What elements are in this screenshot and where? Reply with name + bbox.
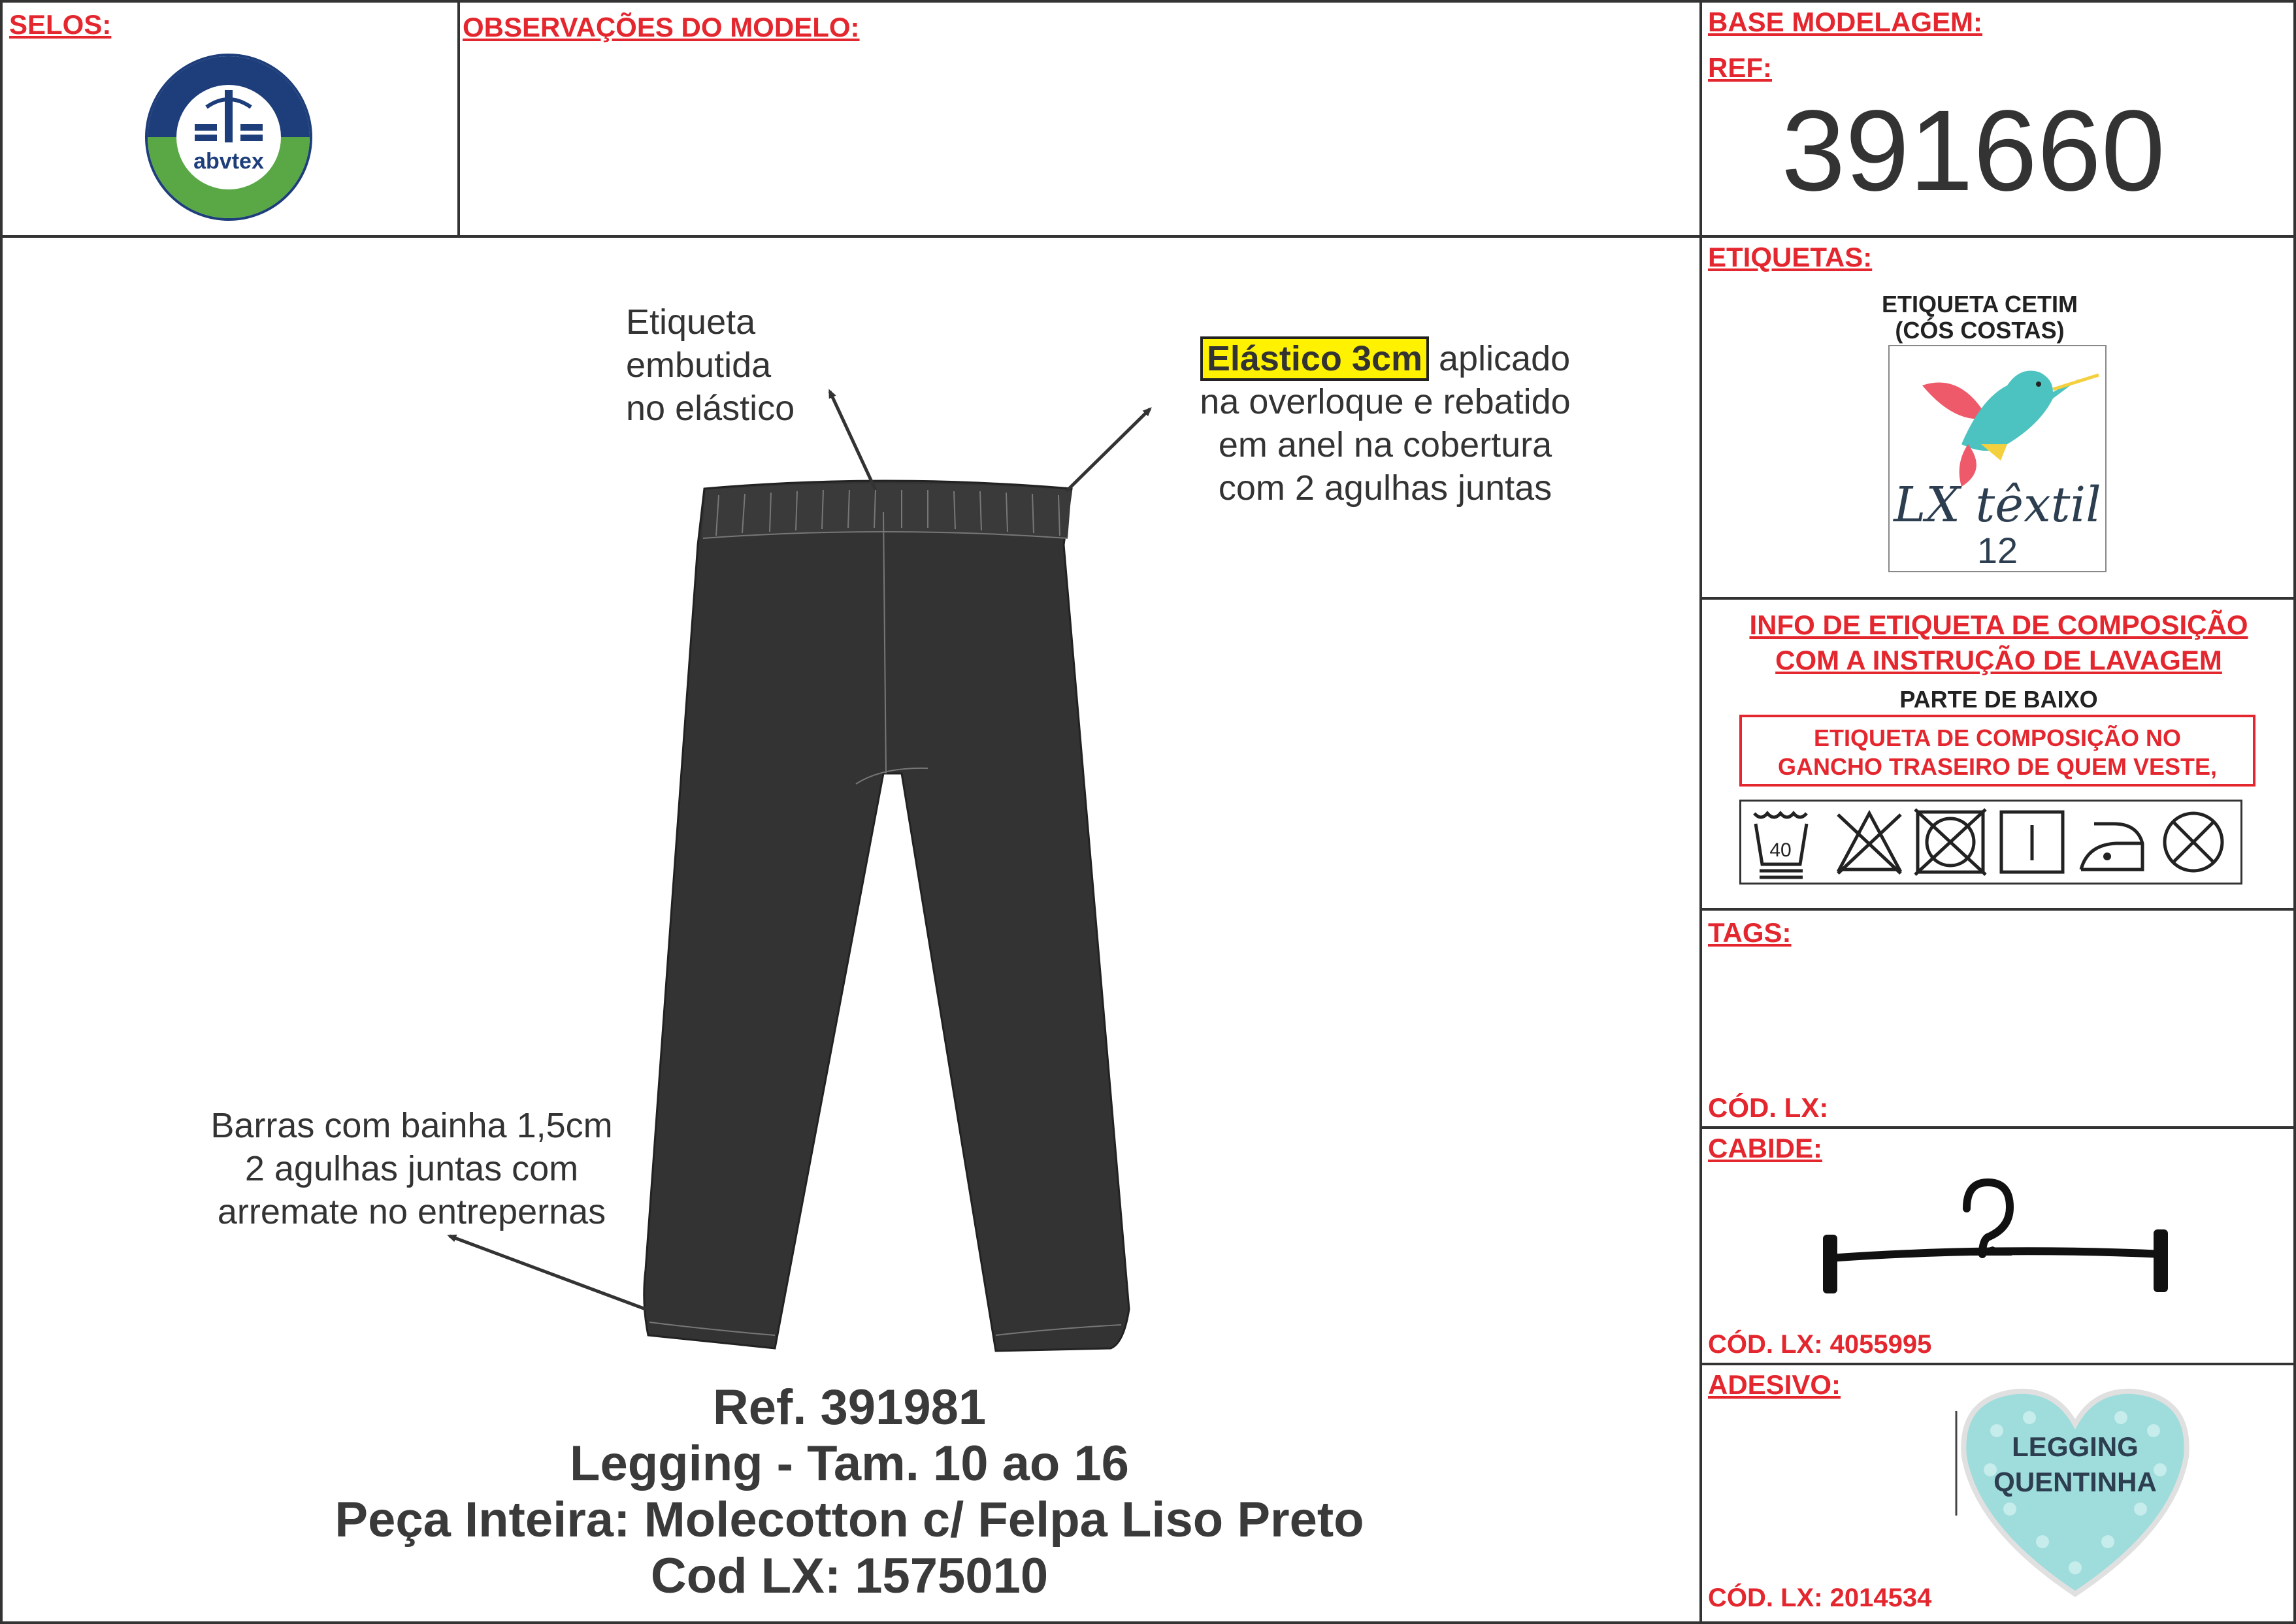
arrow-label <box>830 391 876 490</box>
note-hem <box>183 1104 640 1233</box>
line-dry-icon <box>2001 812 2063 872</box>
brand-label-tag <box>1888 345 2107 572</box>
adesivo-label: ADESIVO: <box>1708 1369 1841 1400</box>
abvtex-seal <box>144 52 314 222</box>
wash-symbols-svg <box>1741 802 2240 883</box>
composicao-box-line: ETIQUETA DE COMPOSIÇÃO NO <box>1813 724 2182 751</box>
wash-symbols <box>1739 800 2242 885</box>
hummingbird-icon <box>1890 346 2105 490</box>
composicao-box-line: GANCHO TRASEIRO DE QUEM VESTE, <box>1777 753 2218 780</box>
base-modelagem-label: BASE MODELAGEM: <box>1708 7 1982 37</box>
no-dry-clean-icon <box>2165 813 2222 871</box>
selos-label: SELOS: <box>9 9 112 40</box>
composicao-title-line: COM A INSTRUÇÃO DE LAVAGEM <box>1775 645 2222 675</box>
note-elastic <box>1176 337 1594 510</box>
elastic-highlight: Elástico 3cm <box>1200 336 1429 381</box>
note-line: em anel na cobertura <box>1218 425 1552 464</box>
note-label-embedded <box>626 300 795 430</box>
caption-fabric: Peça Inteira: Molecotton c/ Felpa Liso Preto <box>335 1492 1364 1548</box>
arrow-elastic <box>1066 409 1150 491</box>
note-line: Barras com bainha 1,5cm <box>210 1106 613 1145</box>
tags-label: TAGS: <box>1708 917 1792 948</box>
cabide-label: CABIDE: <box>1708 1133 1822 1163</box>
brand-wordmark: LX têxtil <box>1894 477 2101 533</box>
caption <box>0 1380 1699 1604</box>
note-text: aplicado <box>1429 339 1571 378</box>
tags-cod: CÓD. LX: <box>1708 1092 1829 1123</box>
iron-icon <box>2081 824 2142 869</box>
sticker-line: LEGGING <box>2012 1431 2139 1462</box>
observacoes-label: OBSERVAÇÕES DO MODELO: <box>463 12 860 42</box>
seal-brand: abvtex <box>193 149 264 174</box>
note-line: na overloque e rebatido <box>1200 382 1571 421</box>
etiquetas-label: ETIQUETAS: <box>1708 242 1873 272</box>
no-bleach-icon <box>1838 813 1901 873</box>
etiqueta-cetim-line: (CÓS COSTAS) <box>1895 317 2065 344</box>
note-line: arremate no entrepernas <box>217 1192 606 1231</box>
note-line: Etiqueta <box>626 302 756 342</box>
etiqueta-cetim-line: ETIQUETA CETIM <box>1882 291 2078 317</box>
composicao-title <box>1708 608 2289 678</box>
caption-ref: Ref. 391981 <box>712 1380 987 1435</box>
ref-number: 391660 <box>1781 87 2165 215</box>
seal-icon <box>144 52 314 222</box>
sticker-text <box>1951 1429 2199 1500</box>
adesivo-cod: CÓD. LX: 2014534 <box>1708 1583 1932 1612</box>
sticker <box>1951 1378 2199 1600</box>
cabide-cod: CÓD. LX: 4055995 <box>1708 1330 1932 1359</box>
brand-size: 12 <box>1976 530 2018 571</box>
wash-temp: 40 <box>1769 839 1792 861</box>
note-line: 2 agulhas juntas com <box>244 1149 579 1188</box>
note-line: com 2 agulhas juntas <box>1218 468 1552 508</box>
caption-cod: Cod LX: 1575010 <box>650 1548 1049 1604</box>
composicao-title-line: INFO DE ETIQUETA DE COMPOSIÇÃO <box>1749 609 2248 640</box>
note-line: no elástico <box>626 389 795 428</box>
composicao-box <box>1739 715 2255 787</box>
ref-label: REF: <box>1708 52 1772 83</box>
no-tumble-dry-icon <box>1915 809 1986 875</box>
note-line: embutida <box>626 346 772 385</box>
sticker-line: QUENTINHA <box>1993 1467 2157 1497</box>
arrow-hem <box>450 1236 646 1309</box>
etiqueta-cetim <box>1829 291 2130 344</box>
legging-shape <box>644 481 1129 1351</box>
parte-baixo: PARTE DE BAIXO <box>1899 686 2098 713</box>
caption-product: Legging - Tam. 10 ao 16 <box>570 1436 1129 1491</box>
hanger-icon <box>1816 1169 2182 1300</box>
note-line <box>1176 337 1594 380</box>
